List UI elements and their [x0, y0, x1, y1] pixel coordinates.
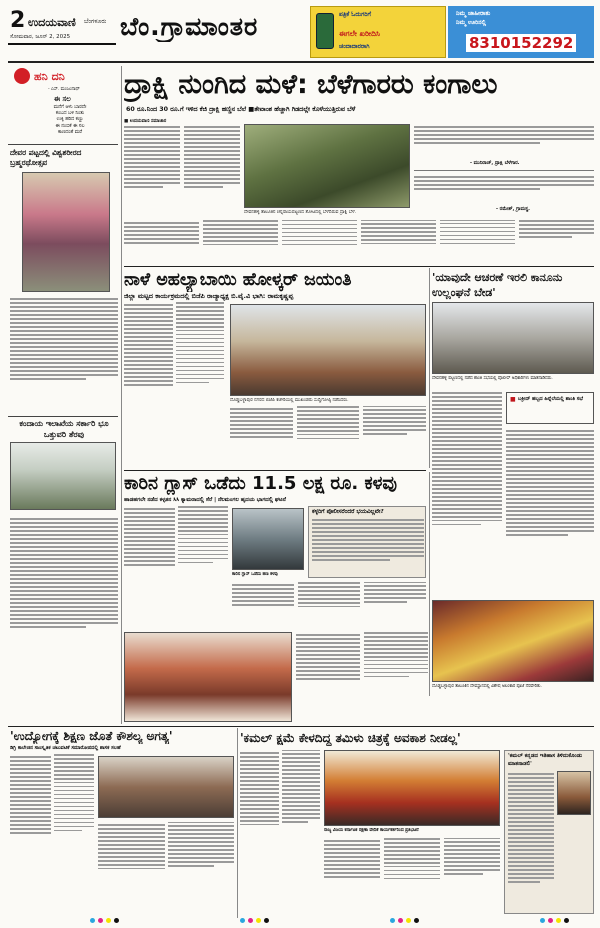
story-headline: ಕಾರಿನ ಗ್ಲಾಸ್ ಒಡೆದು 11.5 ಲಕ್ಷ ರೂ. ಕಳವು	[124, 473, 398, 494]
chariot-festival-photo	[22, 172, 110, 292]
story-subhead: ಹಾಡಹಗಲೇ ನಡೆದ ಕಳ್ಳತನ ಸಿಸಿ ಕ್ಯಾಮರಾದಲ್ಲಿ ಸೆರೆ | ನೆಲಮಂಗಲ ಹೃದಯ ಭಾಗದಲ್ಲಿ ಘಟನೆ	[124, 497, 286, 503]
quote-attribution: - ಮುನಿರಾಜ್, ದ್ರಾಕ್ಷಿ ಬೆಳೆಗಾರ.	[470, 161, 520, 166]
column-rule	[121, 66, 122, 724]
lead-body	[124, 124, 180, 220]
story-body	[124, 506, 228, 628]
registration-dot	[414, 918, 419, 923]
registration-dot	[256, 918, 261, 923]
registration-dot	[548, 918, 553, 923]
pullquote-marker-icon: ■	[510, 396, 516, 403]
registration-dot	[248, 918, 253, 923]
registration-dot	[106, 918, 111, 923]
section-title: ಬೆಂ.ಗ್ರಾಮಾಂತರ	[120, 12, 259, 41]
poem-line: ಕಾಣದಂತೆ ಮರೆ	[57, 129, 83, 135]
hani-dani-author: - ಎಸ್. ಮಂಜುನಾಥ್	[48, 87, 80, 92]
photo-caption: ದೇವನಹಳ್ಳಿ ಪಟ್ಟಣದಲ್ಲಿ ನಡೆದ ಶಾಂತಿ ಸಭೆಯಲ್ಲಿ ಪೊಲೀಸ್ ಅಧಿಕಾರಿಗಳು ಮಾತನಾಡಿದರು.	[432, 376, 553, 381]
registration-dot	[406, 918, 411, 923]
photo-caption: ದೇವನಹಳ್ಳಿ ತಾಲೂಕಿನ ಚನ್ನರಾಯಪಟ್ಟಣದ ತೋಟದಲ್ಲಿ ಬೆಳೆದಿರುವ ದ್ರಾಕ್ಷಿ ಬೆಳೆ.	[244, 210, 357, 215]
registration-dot	[98, 918, 103, 923]
photo-caption: ದೊಡ್ಡಬಳ್ಳಾಪುರ ನಗರದ ಬಿಜೆಪಿ ಕಚೇರಿಯಲ್ಲಿ ಮುಖಂಡರು ಸುದ್ದಿಗೋಷ್ಠಿ ನಡೆಸಿದರು.	[230, 398, 349, 403]
story-body	[230, 406, 426, 468]
ad1-line3: ಚಂದಾದಾರರಾಗಿ	[339, 43, 370, 50]
ad1-line2: ಈಗಲೇ ಖರೀದಿಸಿ	[339, 29, 380, 38]
grape-vineyard-photo	[244, 124, 410, 208]
divider	[8, 144, 118, 145]
pullquote-box	[506, 392, 594, 424]
story-body	[296, 632, 428, 722]
lead-subhead: 60 ರೂ.ನಿಂದ 30 ರೂ.ಗೆ ಇಳಿದ ಕೆಜಿ ದ್ರಾಕ್ಷಿ ಹಣ್ಣಿನ ಬೆಲೆ ■ತೇವಾಂಶ ಹೆಚ್ಚಾಗಿ ಗಿಡದಲ್ಲೇ ಕೊಳೆಯುತ್ತಿರುವ ಬೆಳೆ	[126, 106, 356, 113]
byline: ■ ಉದಯವಾಣಿ ಸಮಾಚಾರ	[124, 119, 167, 124]
box-title: 'ಕಮಲ್ ಕನ್ನಡದ ಇತಿಹಾಸ ತಿಳಿದುಕೊಂಡು ಮಾತನಾಡಲಿ'	[508, 753, 583, 767]
portrait-photo	[557, 771, 591, 815]
box-body	[312, 517, 424, 577]
hani-dani-brand: ಹನಿ ದನಿ	[34, 70, 65, 83]
story-body	[124, 302, 224, 468]
registration-dot	[240, 918, 245, 923]
divider	[414, 170, 594, 171]
registration-dot	[540, 918, 545, 923]
story-body	[506, 428, 594, 590]
registration-dot	[90, 918, 95, 923]
edition-name: ಬೆಂಗಳೂರು	[84, 18, 107, 25]
page-number: 2	[10, 8, 26, 33]
quote-box	[414, 174, 594, 210]
pullquote: ಬಕ್ರೀದ್ ಹಬ್ಬದ ಹಿನ್ನೆಲೆಯಲ್ಲಿ ಶಾಂತಿ ಸಭೆ	[518, 396, 583, 402]
lead-headline: ದ್ರಾಕ್ಷಿ ನುಂಗಿದ ಮಳೆ: ಬೆಳೆಗಾರರು ಕಂಗಾಲು	[124, 69, 498, 100]
lead-body	[124, 220, 594, 264]
quote-attribution: - ರಮೇಶ್, ಗ್ರಾಮಸ್ಥ.	[496, 207, 530, 212]
story-body	[324, 838, 500, 914]
story-subhead: ಜಿಲ್ಲಾ ಮಟ್ಟದ ಕಾರ್ಯಕ್ರಮದಲ್ಲಿ ಬಿಜೆಪಿ ರಾಜ್ಯಾಧ್ಯಕ್ಷ ಬಿ.ವೈ.ವಿ ಭಾಗಿ: ರಾಮಕೃಷ್ಣಪ್ಪ	[124, 292, 294, 300]
poem-line: ಈ ನಂಬಿಕೆ ಈ ಸಲ	[55, 123, 85, 129]
paper-name: ಉದಯವಾಣಿ	[28, 16, 76, 29]
ad2-line2: ನಿಮ್ಮ ಊರಿನಲ್ಲಿ	[456, 19, 487, 26]
box-body	[508, 771, 554, 913]
protest-photo	[324, 750, 500, 826]
photo-caption: ರಾಜ್ಯ ವಿಜಯ ಕರ್ನಾಟಕ ರಕ್ಷಣಾ ವೇದಿಕೆ ಕಾರ್ಯಕರ್ತರಿಂದ ಪ್ರತಿಭಟನೆ	[324, 828, 419, 833]
registration-dot	[564, 918, 569, 923]
poem	[28, 105, 112, 136]
story-headline: 'ಕಮಲ್ ಕ್ಷಮೆ ಕೇಳದಿದ್ದ ತಮಿಳು ಚಿತ್ರಕ್ಕೆ ಅವಕಾಶ ನೀಡಲ್ಲ'	[240, 731, 461, 745]
registration-dot	[114, 918, 119, 923]
divider	[8, 416, 118, 417]
college-event-photo	[98, 756, 234, 818]
photo-caption: ಕಾರಿನ ಗ್ಲಾಸ್ ಒಡೆದು ಹಣ ಕಳವು	[232, 572, 278, 577]
column-rule	[429, 472, 430, 696]
registration-dot	[390, 918, 395, 923]
story-body	[240, 750, 320, 914]
advert-classified	[448, 6, 594, 58]
box-title: ಕಳ್ಳರಿಗೆ ಪೊಲೀಸರೆಂದರೆ ಭಯವಿಲ್ಲವೇ?	[312, 509, 384, 515]
registration-dot	[398, 918, 403, 923]
car-theft-photo	[232, 508, 304, 570]
section-rule	[124, 470, 426, 471]
ad2-line1: ನಿಮ್ಮ ಜಾಹೀರಾತು	[456, 10, 491, 17]
masthead	[8, 6, 594, 58]
poem-title: ಈ ಸಲ	[54, 95, 71, 103]
story-body	[98, 822, 234, 916]
registration-dot	[264, 918, 269, 923]
ad-phone-number: 8310152292	[466, 34, 576, 52]
poem-line: ಉಕ್ಕಿ ಹರಿದ ಕಣ್ಣು	[56, 117, 84, 123]
story-headline: ದೇವರ ಪಟ್ಟದಲ್ಲಿ ವಿಶ್ವಶರೀರದ ಬ್ರಹ್ಮರಥೋತ್ಸವ	[10, 148, 82, 167]
quote-box	[414, 124, 594, 164]
story-headline: ಕಂದಾಯ ಇಲಾಖೆಯ ಸರ್ಕಾರಿ ಭೂ ಒತ್ತುವರಿ ತೆರವು	[19, 419, 109, 439]
section-rule	[124, 266, 594, 267]
poem-line: ಮನೆಗೆ ಆಳು ಬಾರದೇ	[53, 105, 87, 110]
ad1-line1: ಪತ್ರಿಕೆ ಓದುಗರಿಗೆ	[339, 11, 372, 18]
registration-dot	[556, 918, 561, 923]
hani-dani-logo	[14, 68, 30, 84]
sidebar-box	[504, 750, 594, 914]
masthead-divider	[8, 43, 116, 45]
story-body	[10, 754, 94, 916]
temple-decoration-photo	[432, 600, 594, 682]
press-meet-photo	[230, 304, 426, 396]
story-headline: 'ಉದ್ಯೋಗಕ್ಕೆ ಶಿಕ್ಷಣ ಜೊತೆ ಕೌಶಲ್ಯ ಅಗತ್ಯ'	[10, 729, 173, 743]
registration-marks	[90, 916, 590, 924]
encroachment-clearance-photo	[10, 442, 116, 510]
masthead-rule	[8, 61, 594, 63]
story-subhead: ಡಿಗ್ರಿ ಕಾಲೇಜಿನ ಸಾಂಸ್ಕೃತಿಕ ಚಟುವಟಿಕೆ ಸಮಾರೋಪದಲ್ಲಿ ಶಾಸಕ ಸಲಹೆ	[10, 745, 121, 751]
photo-caption: ದೊಡ್ಡಬಳ್ಳಾಪುರ ತಾಲೂಕಿನ ದೇವಸ್ಥಾನದಲ್ಲಿ ವಿಶೇಷ ಅಲಂಕಾರ ಪೂಜೆ ನೆರವೇರಿತು.	[432, 684, 542, 689]
poem-line: ಕಂಬದ ಬಳಿ ನಿಂತು	[55, 111, 85, 117]
story-headline: 'ಯಾವುದೇ ಆಚರಣೆ ಇರಲಿ ಕಾನೂನು ಉಲ್ಲಂಘನೆ ಬೇಡ'	[432, 271, 563, 299]
column-rule	[429, 268, 430, 468]
phone-image-icon	[316, 13, 334, 49]
story-headline: ನಾಳೆ ಅಹಲ್ಯಾಬಾಯಿ ಹೋಳ್ಕರ್ ಜಯಂತಿ	[124, 270, 352, 290]
event-group-photo	[124, 632, 292, 722]
section-rule	[8, 726, 594, 727]
masthead-date: ಸೋಮವಾರ, ಜೂನ್ 2, 2025	[10, 34, 71, 40]
advert-subscription	[310, 6, 446, 58]
story-body	[432, 390, 502, 590]
sidebar-box	[308, 506, 426, 578]
column-rule	[237, 728, 238, 918]
lead-body	[184, 124, 240, 220]
story-body	[10, 516, 118, 742]
story-body	[232, 582, 426, 628]
peace-meeting-photo	[432, 302, 594, 374]
